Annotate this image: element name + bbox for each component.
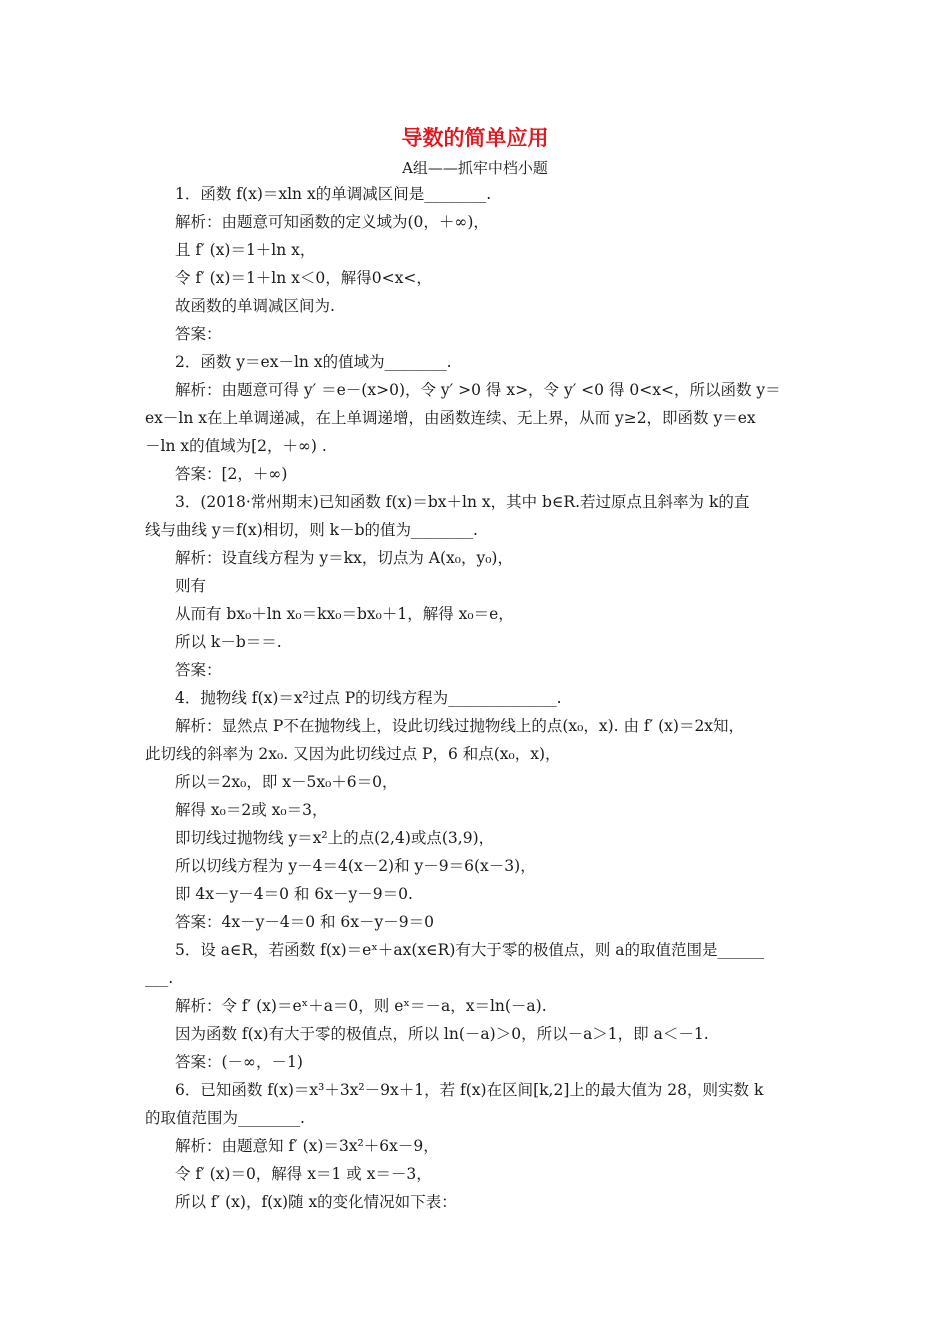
text-line: ___.: [145, 969, 174, 987]
text-line: －ln x的值域为[2，＋∞) .: [145, 437, 327, 455]
text-line: 答案：(－∞，－1): [175, 1053, 303, 1071]
text-line: 解析：由题意可得 y′ ＝e－(x>0)，令 y′ >0 得 x>，令 y′ <0 得 0<x<，所以函数 y＝: [175, 381, 781, 399]
text-line: 即切线过抛物线 y＝x²上的点(2,4)或点(3,9)，: [175, 829, 495, 847]
text-line: 所以切线方程为 y－4＝4(x－2)和 y－9＝6(x－3)，: [175, 857, 536, 875]
text-line: 解析：由题意可知函数的定义域为(0，＋∞)，: [175, 213, 489, 231]
text-line: 答案：: [175, 661, 222, 679]
text-line: 答案：[2，＋∞): [175, 465, 288, 483]
text-line: 从而有 bx₀＋ln x₀＝kx₀＝bx₀＋1，解得 x₀＝e，: [175, 605, 514, 623]
text-line: 即 4x－y－4＝0 和 6x－y－9＝0.: [175, 885, 413, 903]
text-line: 解析：令 f′ (x)＝eˣ＋a＝0，则 eˣ＝－a，x＝ln(－a).: [175, 997, 547, 1015]
text-line: 6．已知函数 f(x)＝x³＋3x²－9x＋1，若 f(x)在区间[k,2]上的最大值为 28，则实数 k: [175, 1081, 764, 1099]
text-line: 此切线的斜率为 2x₀. 又因为此切线过点 P，6 和点(x₀，x)，: [145, 745, 561, 763]
text-line: 故函数的单调减区间为.: [175, 297, 335, 315]
text-line: 4．抛物线 f(x)＝x²过点 P的切线方程为______________.: [175, 689, 562, 707]
text-line: 所以 f′ (x)，f(x)随 x的变化情况如下表：: [175, 1193, 457, 1211]
text-line: 的取值范围为________.: [145, 1109, 305, 1127]
text-line: 5．设 a∈R，若函数 f(x)＝eˣ＋ax(x∈R)有大于零的极值点，则 a的取值范围是______: [175, 941, 765, 959]
text-line: 令 f′ (x)＝1＋ln x＜0，解得0<x<，: [175, 269, 432, 287]
text-line: 解析：由题意知 f′ (x)＝3x²＋6x－9，: [175, 1137, 439, 1155]
text-line: 线与曲线 y＝f(x)相切，则 k－b的值为________.: [145, 521, 478, 539]
text-line: 3．(2018·常州期末)已知函数 f(x)＝bx＋ln x，其中 b∈R.若过原点且斜率为 k的直: [175, 493, 750, 511]
problem-content: [145, 180, 815, 1216]
text-line: 解得 x₀＝2或 x₀＝3，: [175, 801, 328, 819]
text-line: 则有: [175, 577, 207, 595]
text-line: 1．函数 f(x)＝xln x的单调减区间是________.: [175, 185, 492, 203]
text-line: 因为函数 f(x)有大于零的极值点，所以 ln(－a)＞0，所以－a＞1，即 a＜－1.: [175, 1025, 709, 1043]
text-line: 解析：设直线方程为 y＝kx，切点为 A(x₀，y₀)，: [175, 549, 513, 567]
text-line: 所以＝2x₀，即 x－5x₀＋6＝0，: [175, 773, 398, 791]
page-title: 导数的简单应用: [401, 126, 549, 150]
text-line: 答案：4x－y－4＝0 和 6x－y－9＝0: [175, 913, 435, 931]
text-line: 令 f′ (x)＝0，解得 x＝1 或 x＝－3，: [175, 1165, 432, 1183]
text-line: ex－ln x在上单调递减，在上单调递增，由函数连续、无上界，从而 y≥2，即函数 y＝ex: [145, 409, 756, 427]
text-line: 答案：: [175, 325, 222, 343]
text-line: 解析：显然点 P不在抛物线上，设此切线过抛物线上的点(x₀，x). 由 f′ (x)＝2x知，: [175, 717, 745, 735]
text-line: 所以 k－b＝＝.: [175, 633, 282, 651]
text-line: 2．函数 y＝ex－ln x的值域为________.: [175, 353, 452, 371]
section-subtitle: A组——抓牢中档小题: [402, 159, 548, 177]
text-line: 且 f′ (x)＝1＋ln x，: [175, 241, 316, 259]
